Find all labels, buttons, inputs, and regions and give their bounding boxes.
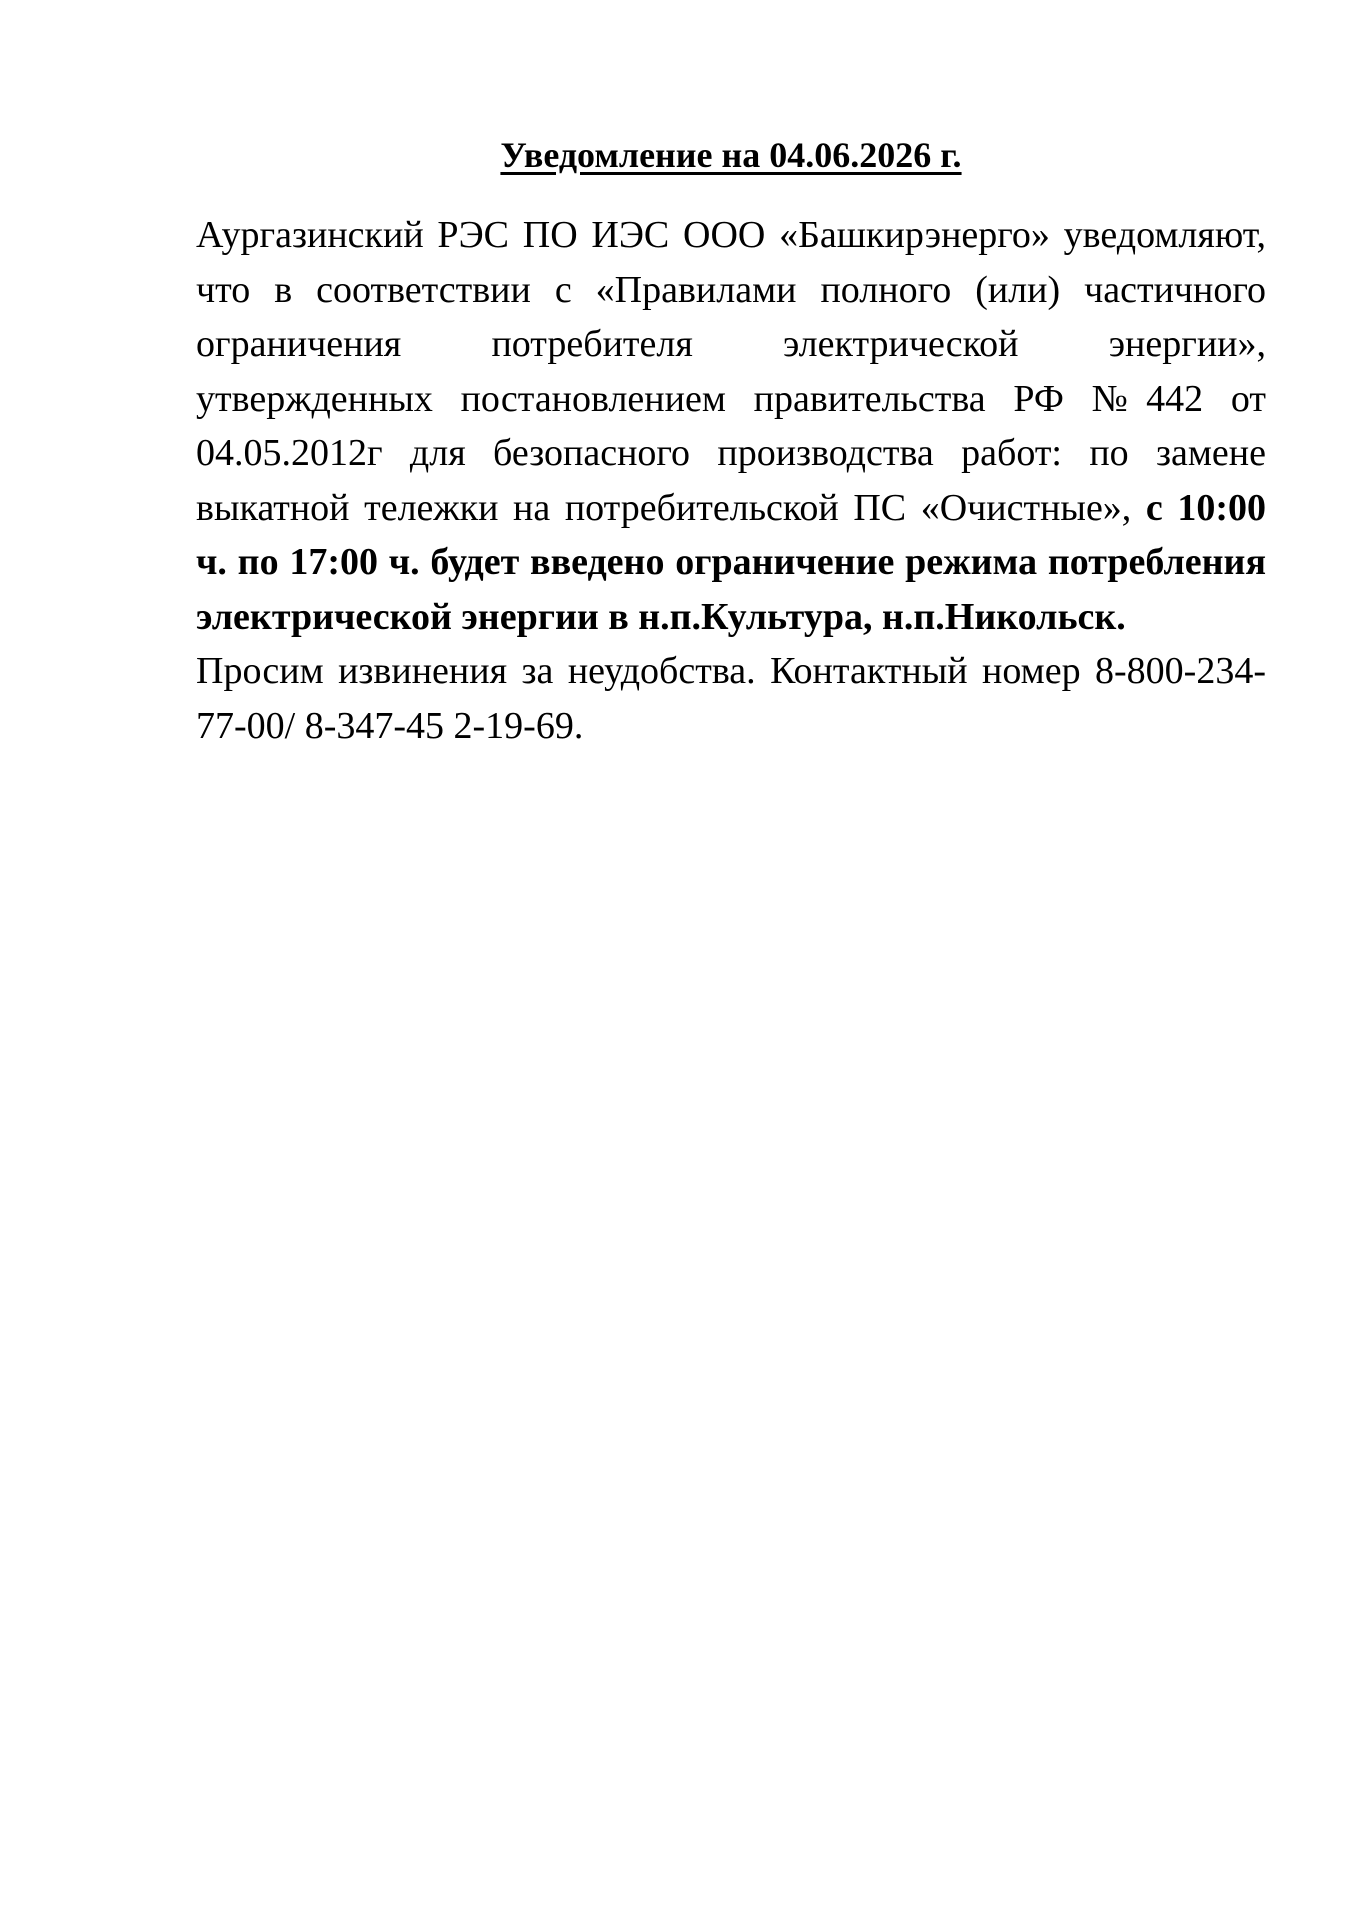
notice-restriction-text: с 10:00 ч. по 17:00 ч. будет введено ограничение режима потребления электрической энергии в н.п.Культура, н.п.Никольск. <box>196 486 1267 638</box>
notice-main-paragraph <box>196 208 1266 644</box>
notice-apology-paragraph: Просим извинения за неудобства. Контактный номер 8-800-234-77-00/ 8-347-45 2-19-69. <box>196 650 1266 747</box>
notice-title: Уведомление на 04.06.2026 г. <box>500 135 962 175</box>
notice-body <box>196 208 1266 753</box>
notice-paragraph-text: Аургазинский РЭС ПО ИЭС ООО «Башкирэнерго» уведомляют, что в соответствии с «Правилами полного (или) частичного ограничения потребителя электрической энергии», утвержденных постановлением правительства РФ №442 от 04.05.2012г для безопасного производства работ: по замене выкатной тележки на потребительской ПС «Очистные», <box>196 214 1266 529</box>
